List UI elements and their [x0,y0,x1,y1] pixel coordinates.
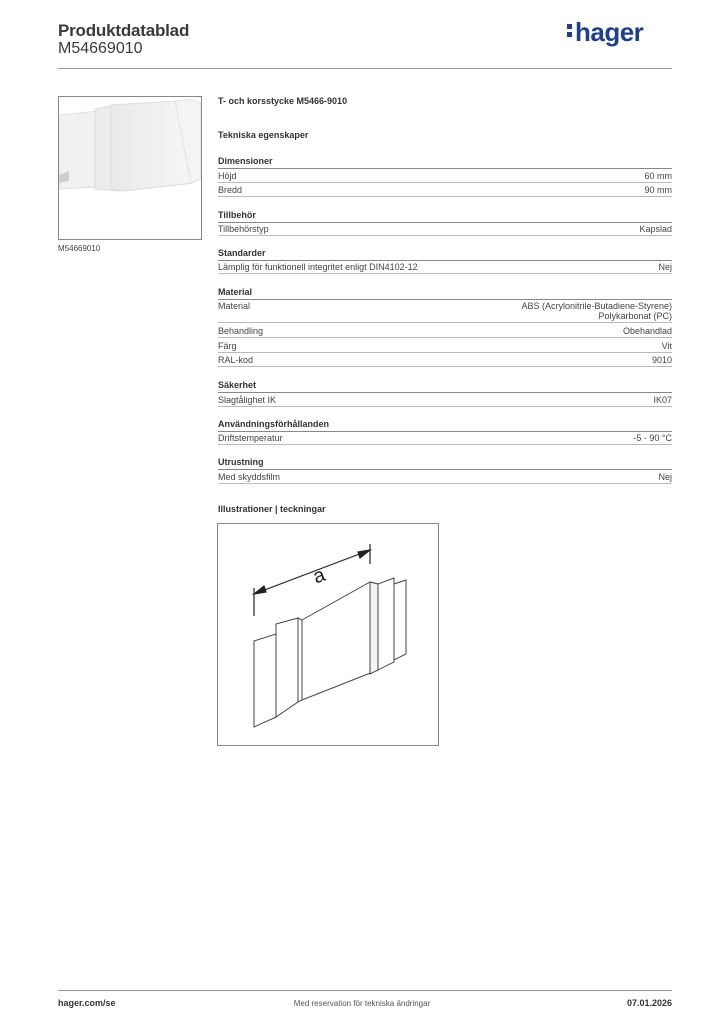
spec-label: RAL-kod [218,355,254,365]
spec-row [218,185,672,197]
spec-value: Obehandlad [622,326,672,336]
spec-value-line: ABS (Acrylonitrile-Butadiene-Styrene) [521,301,672,311]
footer-website-link[interactable]: hager.com/se [58,998,116,1008]
group-title-tillbehor: Tillbehör [218,210,672,223]
trunking-tee-image [59,97,202,240]
hager-logo [567,17,643,48]
group-title-material: Material [218,287,672,300]
group-title-standarder: Standarder [218,248,672,261]
group-title-anvandningsforhallanden: Användningsförhållanden [218,419,672,432]
spec-label: Behandling [218,326,264,336]
header-divider [58,68,672,69]
spec-label: Lämplig för funktionell integritet enligt DIN4102-12 [218,262,418,272]
spec-row [218,262,672,274]
spec-row [218,341,672,353]
spec-label: Bredd [218,185,243,195]
spec-row [218,395,672,407]
spec-value: Vit [661,341,672,351]
spec-label: Med skyddsfilm [218,472,281,482]
spec-label: Tillbehörstyp [218,224,269,234]
spec-label: Driftstemperatur [218,433,283,443]
product-photo [58,96,202,240]
technical-drawing [217,523,439,746]
spec-row [218,472,672,484]
spec-row [218,301,672,323]
group-title-dimensioner: Dimensioner [218,156,672,169]
spec-value-line: Polykarbonat (PC) [598,311,672,321]
product-code: M54669010 [58,40,143,57]
photo-caption: M54669010 [58,244,101,253]
section-heading: Tekniska egenskaper [218,130,309,140]
spec-value: Kapslad [639,224,672,234]
spec-label: Material [218,301,251,311]
spec-value: -5 - 90 °C [633,433,672,443]
spec-label: Färg [218,341,237,351]
spec-row [218,326,672,338]
product-name: T- och korsstycke M5466-9010 [218,96,348,106]
spec-value: Nej [658,472,672,482]
illustrations-heading: Illustrationer | teckningar [218,504,326,514]
spec-value: 9010 [651,355,672,365]
spec-row [218,171,672,183]
spec-value: Nej [658,262,672,272]
footer-divider [58,990,672,991]
spec-value [521,301,672,321]
spec-row [218,433,672,445]
logo-text: hager [575,17,644,47]
footer-date: 07.01.2026 [626,998,672,1008]
spec-value: 60 mm [644,171,672,181]
spec-value: IK07 [653,395,672,405]
spec-label: Slagtålighet IK [218,395,277,405]
group-title-sakerhet: Säkerhet [218,380,672,393]
logo-dots-icon [567,21,573,40]
spec-label: Höjd [218,171,237,181]
group-title-utrustning: Utrustning [218,457,672,470]
dimension-label: a [310,563,329,589]
document-title: Produktdatablad [58,21,190,40]
footer-disclaimer: Med reservation för tekniska ändringar [293,999,431,1008]
spec-row [218,355,672,367]
spec-row [218,224,672,236]
tee-drawing-svg [218,524,440,747]
spec-value: 90 mm [644,185,672,195]
